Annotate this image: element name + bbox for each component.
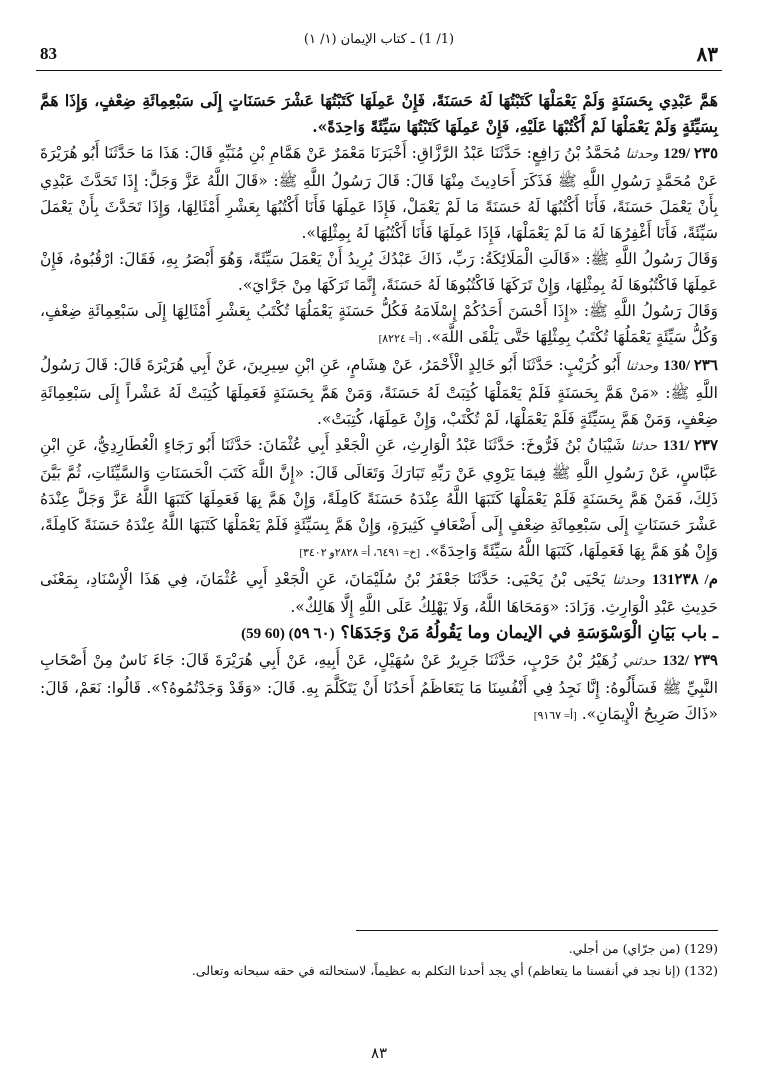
handwritten-note: حدثني [623,654,657,669]
hadith-number: 130/ ٢٣٦ [663,358,718,374]
header-rule [36,70,722,71]
footer-page-number: ٨٣ [370,1044,388,1062]
paragraph-angels: وَقَالَ رَسُولُ اللَّهِ ﷺ: «قَالَتِ الْمَلَائِكَةُ: رَبِّ، ذَاكَ عَبْدُكَ يُرِيدُ أَنْ يَعْمَلَ سَيِّئَةً، وَهُوَ أَبْصَرُ بِهِ، فَقَالَ: ارْقُبُوهُ، فَإِنْ عَمِلَهَا فَاكْتُبُوهَا لَهُ بِمِثْلِهَا، وَإِنْ تَرَكَهَا فَاكْتُبُوهَا لَهُ حَسَنَةً، إِنَّمَا تَرَكَهَا مِنْ جَرَّايَ». [40,250,718,294]
hadith-number: 132/ ٢٣٩ [662,653,718,669]
hadith-number: 129/ ٢٣٥ [663,146,718,162]
cross-reference: [أ= ٨٢٢٤] [378,333,422,345]
handwritten-note: وحدثنا [625,147,659,162]
footnote-rule [356,930,718,931]
hadith-text: زُهَيْرُ بْنُ حَرْبٍ، حَدَّثَنَا جَرِيرٌ عَنْ سُهَيْلٍ، عَنْ أَبِيهِ، عَنْ أَبِي هُرَيْرَةَ قَالَ: جَاءَ نَاسٌ مِنْ أَصْحَابِ النَّبِيِّ ﷺ فَسَأَلُوهُ: إِنَّا نَجِدُ فِي أَنْفُسِنَا مَا يَتَعَاظَمُ أَحَدُنَا أَنْ يَتَكَلَّمَ بِهِ. قَالَ: «وَقَدْ وَجَدْتُمُوهُ؟». قَالُوا: نَعَمْ، قَالَ: «ذَاكَ صَرِيحُ الْإِيمَانِ». [40,651,718,723]
cross-reference: [أ= ٩١٦٧] [533,710,577,722]
hadith-text: مُحَمَّدُ بْنُ رَافِعٍ: حَدَّثَنَا عَبْدُ الرَّزَّاقِ: أَخْبَرَنَا مَعْمَرٌ عَنْ هَمَّامِ بْنِ مُنَبِّهٍ قَالَ: هَذَا مَا حَدَّثَنَا أَبُو هُرَيْرَةَ عَنْ مُحَمَّدٍ رَسُولِ اللَّهِ ﷺ فَذَكَرَ أَحَادِيثَ مِنْهَا قَالَ: قَالَ رَسُولُ اللَّهِ ﷺ: «قَالَ اللَّهُ عَزَّ وَجَلَّ: إِذَا تَحَدَّثَ عَبْدِي بِأَنْ يَعْمَلَ حَسَنَةً، فَأَنَا أَكْتُبُهَا لَهُ حَسَنَةً مَا لَمْ يَعْمَلْ، فَإِذَا عَمِلَهَا فَأَنَا أَكْتُبُهَا بِعَشْرِ أَمْثَالِهَا، وَإِذَا تَحَدَّثَ بِأَنْ يَعْمَلَ سَيِّئَةً، فَأَنَا أَغْفِرُهَا لَهُ مَا لَمْ يَعْمَلْهَا، فَإِذَا عَمِلَهَا فَأَنَا أَكْتُبُهَا لَهُ بِمِثْلِهَا». [40,144,718,242]
hadith-130 [40,352,718,432]
hadith-132 [40,647,718,729]
page-number-latin: 83 [40,44,57,63]
footnote-129: (129) (من جرّاي) من أجلي. [568,941,718,956]
page-number-arabic: ٨٣ [696,42,718,66]
paragraph-islam [40,298,718,352]
hadith-number: 131م/ ٢٣٨ [652,572,718,588]
handwritten-note: وحدثنا [625,359,659,374]
chapter-number: (59 60) (٦٠ ٥٩) [241,626,335,642]
hadith-number: 131/ ٢٣٧ [662,438,719,454]
cross-reference: [خ= ٦٤٩١، أ= ٢٨٢٨و ٣٤٠٢] [299,547,420,559]
footnotes [40,938,718,982]
hadith-text: يَحْيَى بْنُ يَحْيَى: حَدَّثَنَا جَعْفَرُ بْنُ سُلَيْمَانَ، عَنِ الْجَعْدِ أَبِي عُثْمَانَ، فِي هَذَا الْإِسْنَادِ، بِمَعْنَى حَدِيثِ عَبْدِ الْوَارِثِ. وَزَادَ: «وَمَحَاهَا اللَّهُ، وَلَا يَهْلِكُ عَلَى اللَّهِ إِلَّا هَالِكٌ». [40,570,718,616]
main-text [40,88,718,729]
paragraph-text: وَقَالَ رَسُولُ اللَّهِ ﷺ: «إِذَا أَحْسَنَ أَحَدُكُمْ إِسْلَامَهُ فَكُلُّ حَسَنَةٍ يَعْمَلُهَا تُكْتَبُ بِعَشْرِ أَمْثَالِهَا إِلَى سَبْعِمِائَةِ ضِعْفٍ، وَكُلُّ سَيِّئَةٍ يَعْمَلُهَا تُكْتَبُ بِمِثْلِهَا حَتَّى يَلْقَى اللَّهَ». [40,302,718,346]
paragraph-continuation: هَمَّ عَبْدِي بِحَسَنَةٍ وَلَمْ يَعْمَلْهَا كَتَبْتُهَا لَهُ حَسَنَةً، فَإِنْ عَمِلَهَا كَتَبْتُهَا عَشْرَ حَسَنَاتٍ إِلَى سَبْعِمِائَةِ ضِعْفٍ، وَإِذَا هَمَّ بِسَيِّئَةٍ وَلَمْ يَعْمَلْهَا لَمْ أَكْتُبْهَا عَلَيْهِ، فَإِنْ عَمِلَهَا كَتَبْتُهَا سَيِّئَةً وَاحِدَةً». [40,91,718,136]
hadith-text: أَبُو كُرَيْبٍ: حَدَّثَنَا أَبُو خَالِدٍ الْأَحْمَرُ، عَنْ هِشَامٍ، عَنِ ابْنِ سِيرِينَ، عَنْ أَبِي هُرَيْرَةَ قَالَ: قَالَ رَسُولُ اللَّهِ ﷺ: «مَنْ هَمَّ بِحَسَنَةٍ فَلَمْ يَعْمَلْهَا كُتِبَتْ لَهُ حَسَنَةً، وَمَنْ هَمَّ بِحَسَنَةٍ فَعَمِلَهَا كُتِبَتْ لَهُ عَشْراً إِلَى سَبْعِمِائَةِ ضِعْفٍ، وَمَنْ هَمَّ بِسَيِّئَةٍ فَلَمْ يَعْمَلْهَا، لَمْ تُكْتَبْ، وَإِنْ عَمِلَهَا، كُتِبَتْ». [40,356,718,428]
hadith-text: شَيْبَانُ بْنُ فَرُّوخَ: حَدَّثَنَا عَبْدُ الْوَارِثِ، عَنِ الْجَعْدِ أَبِي عُثْمَانَ: حَدَّثَنَا أَبُو رَجَاءٍ الْعُطَارِدِيُّ، عَنِ ابْنِ عَبَّاسٍ، عَنْ رَسُولِ اللَّهِ ﷺ فِيمَا يَرْوِي عَنْ رَبِّهِ تَبَارَكَ وَتَعَالَى قَالَ: «إِنَّ اللَّهَ كَتَبَ الْحَسَنَاتِ وَالسَّيِّئَاتِ، ثُمَّ بَيَّنَ ذَلِكَ، فَمَنْ هَمَّ بِحَسَنَةٍ فَلَمْ يَعْمَلْهَا كَتَبَهَا اللَّهُ عِنْدَهُ حَسَنَةً كَامِلَةً، وَإِنْ هَمَّ بِهَا فَعَمِلَهَا كَتَبَهَا اللَّهُ عَزَّ وَجَلَّ عِنْدَهُ عَشْرَ حَسَنَاتٍ إِلَى سَبْعِمِائَةِ ضِعْفٍ إِلَى أَضْعَافٍ كَثِيرَةٍ، وَإِنْ هَمَّ بِسَيِّئَةٍ فَلَمْ يَعْمَلْهَا كَتَبَهَا اللَّهُ عِنْدَهُ حَسَنَةً كَامِلَةً، وَإِنْ هُوَ هَمَّ بِهَا فَعَمِلَهَا، كَتَبَهَا اللَّهُ سَيِّئَةً وَاحِدَةً». [40,436,718,560]
hadith-131 [40,432,718,566]
running-title: (1/ 1) ـ كتاب الإيمان (١/ ١) [303,32,455,47]
hadith-129 [40,140,718,246]
chapter-title: ـ باب بَيَانِ الْوَسْوَسَةِ في الإيمان وما يَقُولُهُ مَنْ وَجَدَهَا؟ [340,623,718,643]
hadith-131m [40,566,718,620]
handwritten-note: حدثنا [630,439,658,454]
footnote-132: (132) (إنا نجد في أنفسنا ما يتعاظم) أي يجد أحدنا التكلم به عظيماً، لاستحالته في حقه سبحانه وتعالى. [191,963,718,978]
chapter-heading [40,620,718,647]
handwritten-note: وحدثنا [612,573,645,588]
